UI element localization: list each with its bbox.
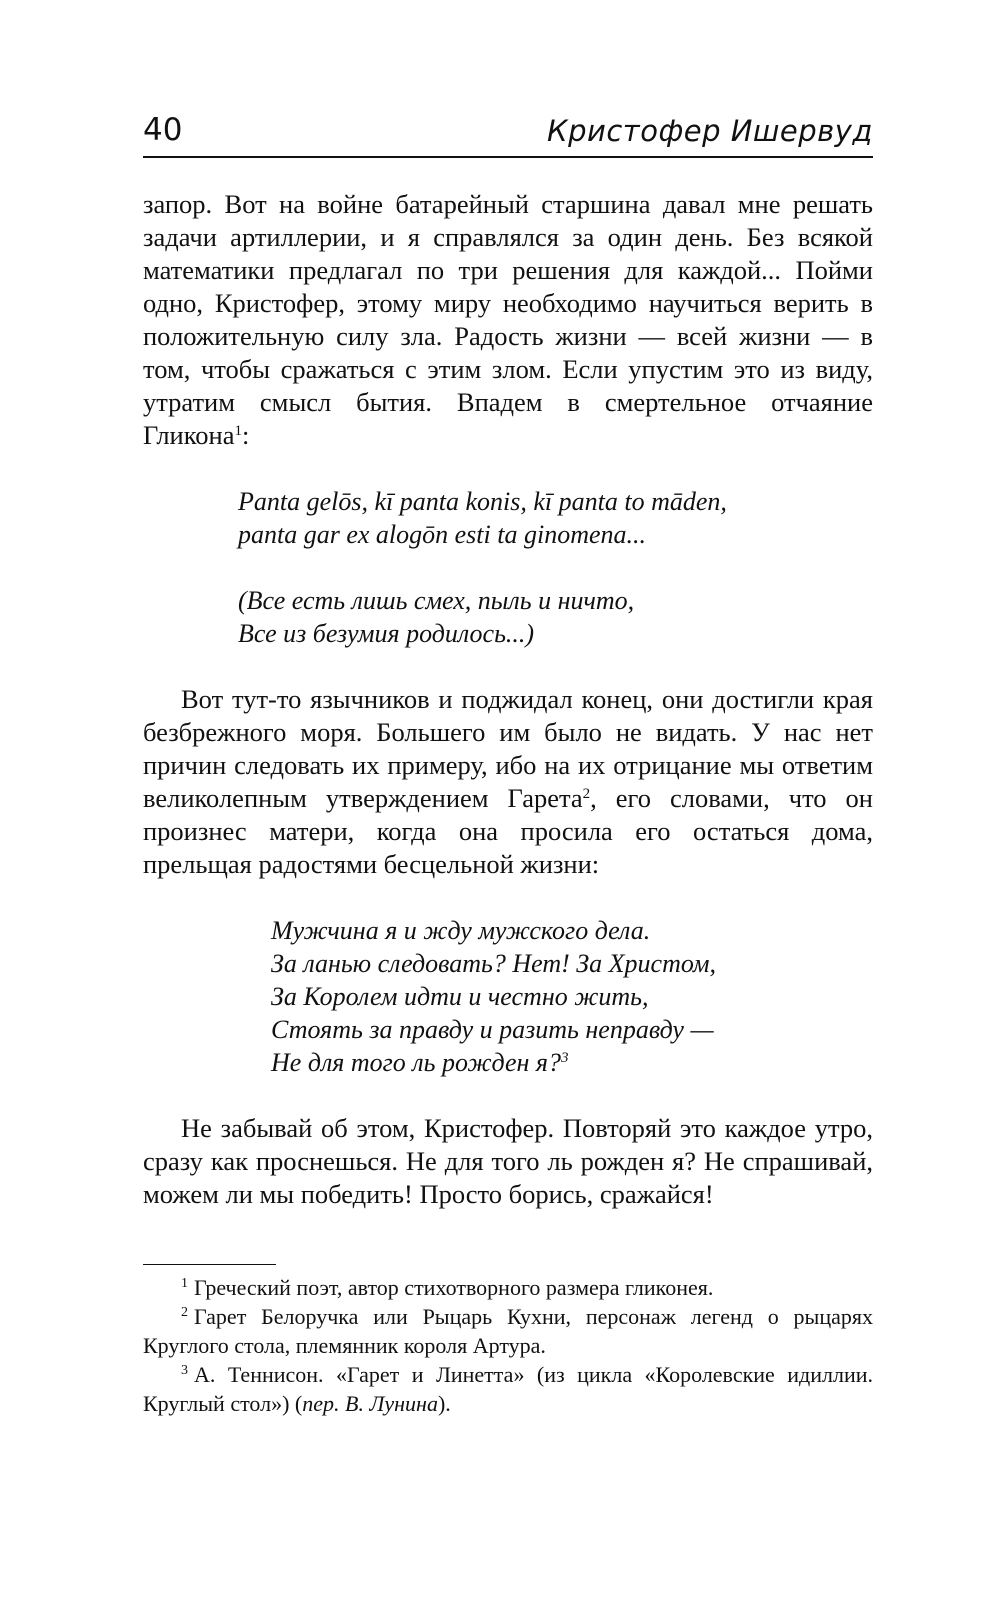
- footnote-ref-2: 2: [582, 786, 591, 802]
- verse-line: Стоять за правду и разить неправду —: [271, 1015, 714, 1044]
- footnote-text: Греческий поэт, автор стихотворного размера гликонея.: [194, 1275, 714, 1300]
- paragraph-2-text-before: Вот тут-то язычников и поджидал конец, они достигли края безбрежного моря. Большего им было не видать. У нас нет причин следовать их примеру, ибо на их отрицание мы ответим великолепным утверждением Гарета: [143, 684, 873, 813]
- verse-line: За Королем идти и честно жить,: [271, 982, 649, 1011]
- verse-line: (Все есть лишь смех, пыль и ничто,: [238, 586, 635, 615]
- paragraph-3: Не забывай об этом, Кристофер. Повторяй это каждое утро, сразу как проснешься. Не для того ль рожден я? Не спрашивай, можем ли мы победить! Просто борись, сражайся!: [143, 1113, 873, 1209]
- paragraph-1: [143, 188, 873, 452]
- verse-translation: [238, 584, 873, 650]
- verse-line-text: Не для того ль рожден я?: [271, 1048, 562, 1077]
- paragraph-2: [143, 683, 873, 881]
- footnote-ref-1: 1: [234, 423, 242, 439]
- footnote-text: А. Теннисон. «Гарет и Линетта» (из цикла «Королевские идиллии. Круглый стол») (: [143, 1362, 873, 1416]
- verse-line: Все из безумия родилось...): [238, 619, 535, 648]
- footnote-mark: 1: [181, 1276, 188, 1291]
- footnote-mark: 2: [181, 1305, 188, 1320]
- footnote-1: [143, 1273, 873, 1302]
- footnote-3: [143, 1360, 873, 1418]
- page-body: [143, 188, 873, 1211]
- verse-tennyson: [271, 914, 873, 1079]
- verse-line: Panta gelōs, kī panta konis, kī panta to māden,: [238, 487, 727, 516]
- verse-greek: [238, 485, 873, 551]
- footnote-divider: [143, 1264, 276, 1265]
- running-title: Кристофер Ишервуд: [547, 114, 873, 148]
- footnotes: [143, 1264, 873, 1418]
- paragraph-1-tail: :: [241, 420, 250, 450]
- footnote-ref-3: 3: [561, 1050, 569, 1066]
- verse-line: Мужчина я и жду мужского дела.: [271, 916, 651, 945]
- paragraph-1-text: запор. Вот на войне батарейный старшина давал мне решать задачи артиллерии, и я справлялся за один день. Без всякой математики предлагал по три решения для каждой... Пойми одно, Кристофер, этому миру необходимо научиться верить в положительную силу зла. Радость жизни — всей жизни — в том, чтобы сражаться с этим злом. Если упустим это из виду, утратим смысл бытия. Впадем в смертельное отчаяние Гликона: [143, 189, 873, 450]
- page-header: [143, 100, 873, 158]
- verse-line: [271, 1046, 873, 1079]
- paragraph-2-text-after: , его словами, что он произнес матери, когда она просила его остаться дома, прельщая радостями бесцельной жизни:: [143, 783, 873, 879]
- verse-line: panta gar ex alogōn esti ta ginomena...: [238, 520, 647, 549]
- footnote-mark: 3: [181, 1363, 188, 1378]
- footnote-text: Гарет Белоручка или Рыцарь Кухни, персонаж легенд о рыцарях Круглого стола, племянник короля Артура.: [143, 1304, 873, 1358]
- footnote-2: [143, 1302, 873, 1360]
- footnote-text-end: ).: [437, 1391, 451, 1416]
- translator-credit: пер. В. Лунина: [302, 1391, 438, 1416]
- verse-line: За ланью следовать? Нет! За Христом,: [271, 949, 716, 978]
- page-number: 40: [143, 112, 183, 148]
